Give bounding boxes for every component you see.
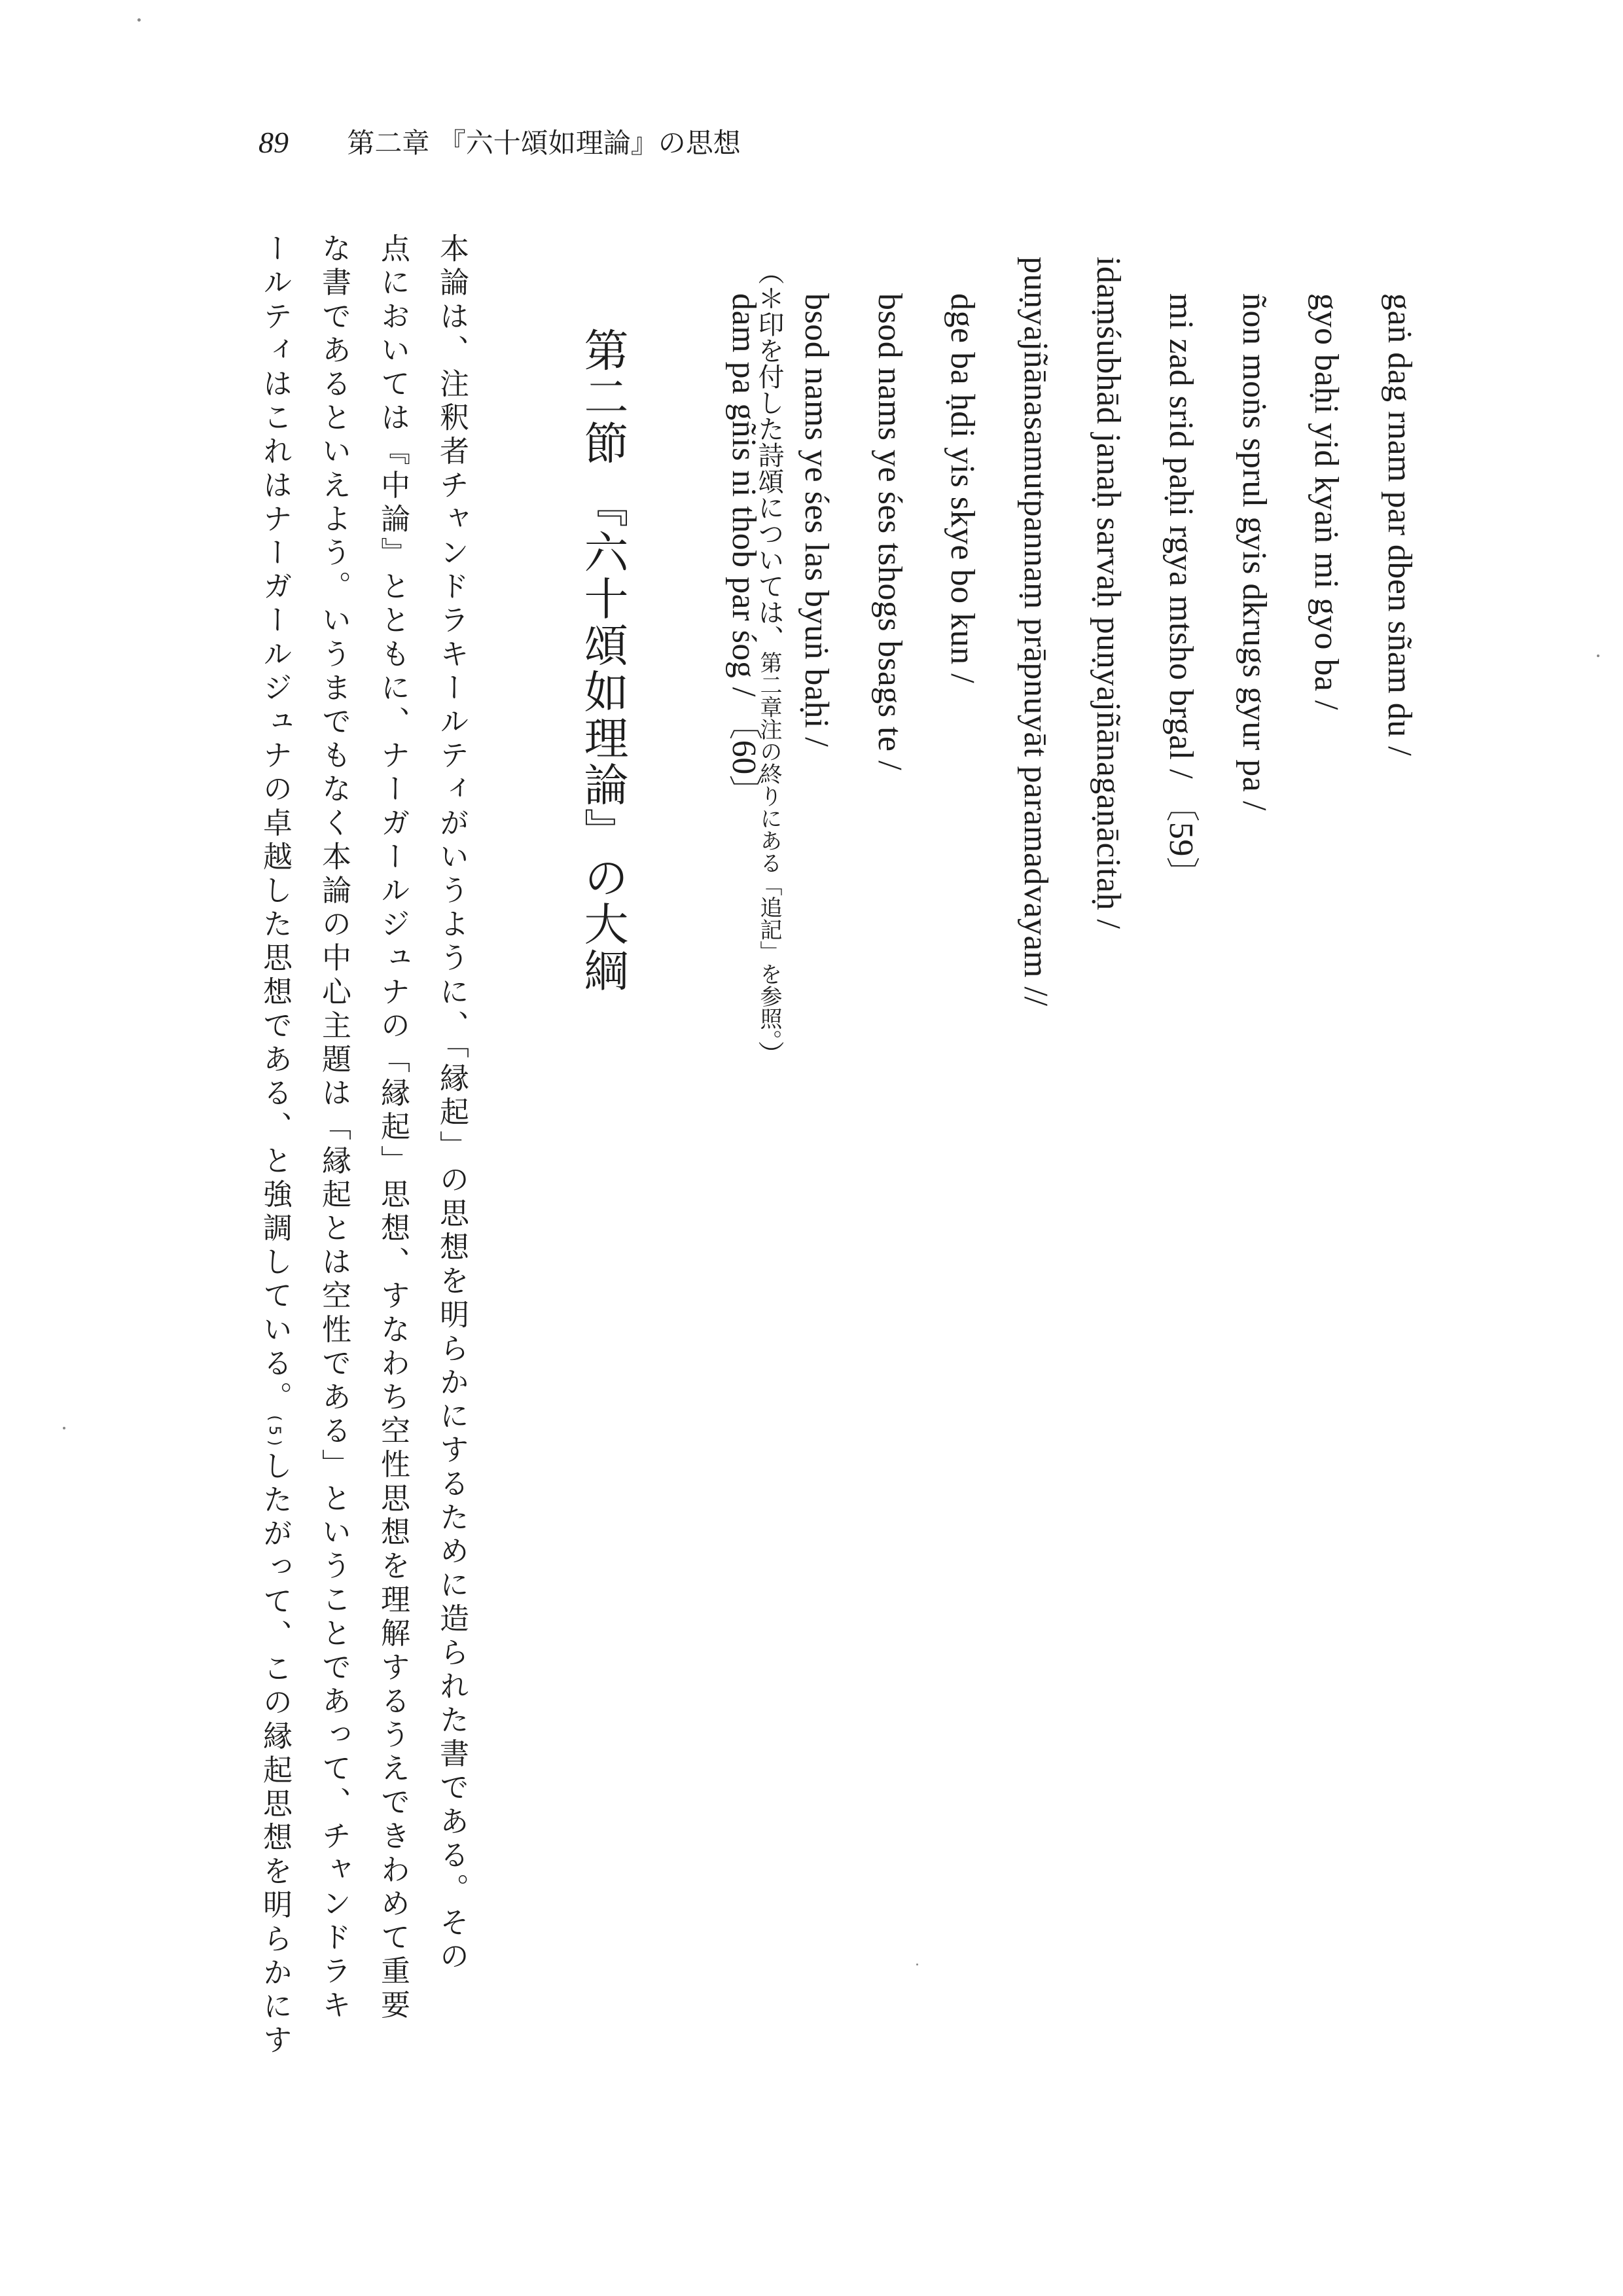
verse-line: mi zad srid paḥi rgya mtsho brgal / 〔59〕	[1162, 293, 1200, 891]
scan-speck	[1597, 655, 1599, 657]
verse-line: bsod nams ye śes tshogs bsags te /	[871, 293, 908, 771]
body-line-text: ールティはこれはナーガールジュナの卓越した思想である、と強調している。	[258, 233, 293, 1415]
body-line: 点においては『中論』とともに、ナーガールジュナの「縁起」思想、すなわち空性思想を理解するうえできわめて重要	[376, 233, 410, 2023]
verse-line: puṇyajñānasamutpannaṃ prāpnuyāt paramadvayam //	[1017, 257, 1054, 1007]
verse-line: gyo baḥi yid kyaṅ mi gyo ba /	[1308, 293, 1345, 710]
note-open: （＊印を付した詩頌については、	[754, 259, 784, 651]
verse-line: dam pa gñis ni thob par śog / 〔60〕	[725, 293, 762, 810]
verse-line: gaṅ dag rnam par dben sñam du /	[1381, 293, 1418, 757]
body-line: な書であるといえよう。いうまでもなく本論の中心主題は「縁起とは空性である」ということであって、チャンドラキ	[317, 233, 351, 2023]
scan-speck	[63, 1427, 65, 1429]
body-line	[258, 233, 293, 2058]
note-small: 第二章注の終りにある「追記」を参照。	[756, 651, 782, 1041]
page-number: 89	[259, 126, 289, 159]
scan-speck	[916, 1964, 918, 1965]
body-line: 本論は、注釈者チャンドラキールティがいうように、「縁起」の思想を明らかにするために造られた書である。その	[435, 233, 469, 1975]
footnote-ref: (5)	[266, 1415, 284, 1450]
section-title: 第二節 『六十頌如理論』の大綱	[577, 327, 628, 994]
scan-speck	[137, 18, 141, 22]
note-close: ）	[754, 1041, 784, 1067]
verse-note	[756, 259, 782, 1067]
verse-line: idaṃśubhād janaḥ sarvaḥ puṇyajñānagaṇācitaḥ /	[1090, 257, 1127, 929]
running-header	[259, 122, 741, 161]
verse-line: ñon moṅs sprul gyis dkrugs gyur pa /	[1236, 293, 1273, 811]
chapter-title: 第二章 『六十頌如理論』の思想	[347, 127, 741, 159]
body-line-text: したがって、この縁起思想を明らかにす	[258, 1450, 293, 2058]
verse-line: bsod nams ye śes las byuṅ baḥi /	[798, 293, 835, 747]
verse-line: dge ba ḥdi yis skye bo kun /	[944, 293, 981, 684]
